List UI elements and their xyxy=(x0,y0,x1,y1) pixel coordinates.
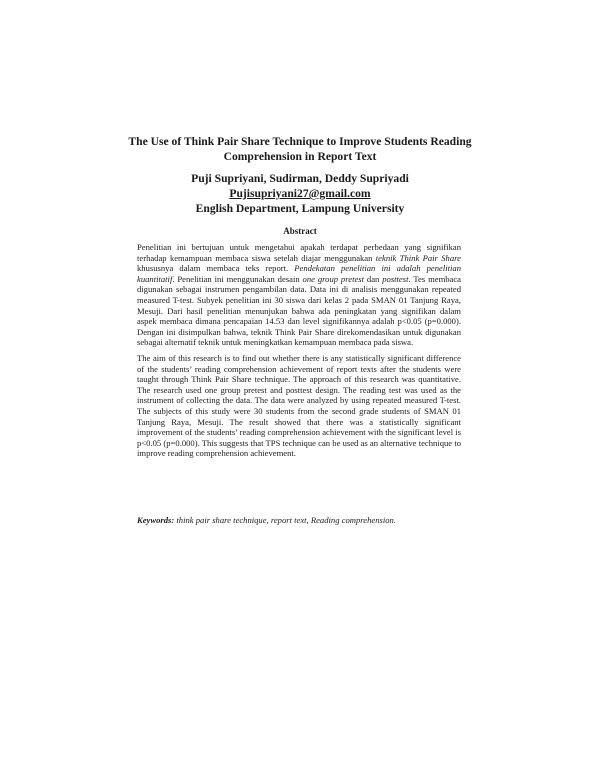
abstract-english: The aim of this research is to find out whether there is any statistically significant difference of the students’ reading comprehension achievement of report texts after the students were taught through Think Pair Share technique. The approach of this research was quantitative. The research used one group pretest and posttest design. The reading test was used as the instrument of collecting the data. The data were analyzed by using repeated measured T-test. The subjects of this study were 30 students from the second grade students of SMAN 01 Tanjung Raya, Mesuji. The result showed that there was a statistically significant improvement of the students’ reading comprehension achievement with the significant level is p<0.05 (p=0.000). This suggests that TPS technique can be used as an alternative technique to improve reading comprehension achievement. xyxy=(137,353,461,459)
author-names: Puji Supriyani, Sudirman, Deddy Supriyadi xyxy=(191,172,409,185)
abstract-id-text-3: . Penelitian ini menggunakan desain xyxy=(172,273,303,284)
author-affiliation: English Department, Lampung University xyxy=(195,202,405,215)
abstract-id-italic-2: Pendekatan penelitian ini adalah penelitian kuantitatif xyxy=(137,263,461,284)
abstract-id-text-2: khususnya dalam membaca teks report. xyxy=(137,263,295,274)
keywords-label: Keywords: xyxy=(137,515,175,525)
abstract-id-italic-4: posttest xyxy=(382,273,409,284)
author-email-link[interactable]: Pujisupriyani27@gmail.com xyxy=(229,187,371,200)
abstract-heading: Abstract xyxy=(283,226,317,236)
keywords-text: think pair share technique, report text, Reading comprehension. xyxy=(174,515,396,525)
keywords-line xyxy=(137,515,461,526)
abstract-id-text-4: dan xyxy=(364,273,383,284)
abstract-id-italic-1: teknik Think Pair Share xyxy=(375,252,461,263)
abstract-id-text-1: Penelitian ini bertujuan untuk mengetahui apakah terdapat perbedaan yang signifikan terhadap kemampuan membaca siswa setelah diajar menggunakan xyxy=(137,242,461,263)
paper-title-line-2: Comprehension in Report Text xyxy=(223,150,377,163)
abstract-id-italic-3: one group pretest xyxy=(302,273,365,284)
paper-title-line-1: The Use of Think Pair Share Technique to Improve Students Reading xyxy=(128,135,472,148)
author-block xyxy=(150,171,450,216)
abstract-id-text-5: . Tes membaca digunakan sebagai instrumen pengambilan data. Data ini di analisis menggunakan repeated measured T-test. Subyek penelitian ini 30 siswa dari kelas 2 pada SMAN 01 Tanjung Raya, Mesuji. Dari hasil penelitian menunjukan bahwa ada peningkatan yang signifikan dalam aspek membaca dimana pencapaian 14.53 dan level signifikannya adalah p<0.05 (p=0.000). Dengan ini disimpulkan bahwa, teknik Think Pair Share direkomendasikan untuk digunakan sebagai alternatif teknik untuk meningkatkan kemampuan membaca pada siswa. xyxy=(137,273,461,348)
paper-title xyxy=(100,134,500,164)
abstract-indonesian xyxy=(137,242,461,348)
